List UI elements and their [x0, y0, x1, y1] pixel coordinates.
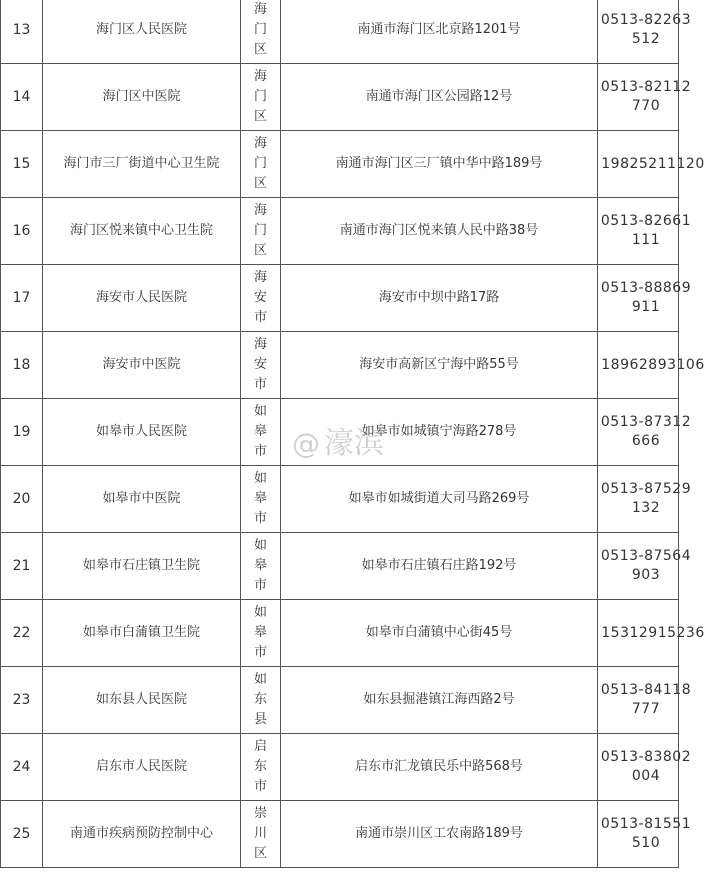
phone-number — [598, 332, 705, 399]
row-number: 14 — [1, 64, 43, 131]
district-name — [241, 265, 281, 332]
phone-number-text: 0513-88869911 — [600, 280, 692, 315]
hospital-address: 海安市高新区宁海中路55号 — [281, 332, 598, 399]
row-number: 25 — [1, 801, 43, 868]
hospital-address: 如皋市如城镇宁海路278号 — [281, 399, 598, 466]
phone-number-text: 15312915236 — [601, 624, 705, 641]
hospital-address: 如皋市白蒲镇中心街45号 — [281, 600, 598, 667]
district-name-text: 海门区 — [253, 203, 267, 258]
hospital-name: 如皋市中医院 — [43, 466, 241, 533]
hospital-address: 如皋市石庄镇石庄路192号 — [281, 533, 598, 600]
hospital-address: 海安市中坝中路17路 — [281, 265, 598, 332]
district-name — [241, 533, 281, 600]
district-name — [241, 64, 281, 131]
district-name-text: 如皋市 — [253, 538, 267, 593]
phone-number — [598, 533, 692, 600]
row-number: 13 — [1, 0, 43, 64]
district-name-text: 启东市 — [253, 739, 267, 794]
phone-number — [598, 801, 692, 868]
hospital-name: 海安市中医院 — [43, 332, 241, 399]
row-number: 21 — [1, 533, 43, 600]
table-row — [1, 198, 679, 265]
table-row — [1, 734, 679, 801]
hospital-name: 启东市人民医院 — [43, 734, 241, 801]
phone-number-text: 0513-83802004 — [600, 749, 692, 784]
district-name-text: 崇川区 — [253, 806, 267, 861]
hospital-address: 南通市海门区公园路12号 — [281, 64, 598, 131]
district-name-text: 如皋市 — [253, 605, 267, 660]
hospital-address: 启东市汇龙镇民乐中路568号 — [281, 734, 598, 801]
phone-number — [598, 734, 692, 801]
district-name-text: 海门区 — [253, 2, 267, 57]
row-number: 15 — [1, 131, 43, 198]
district-name-text: 如东县 — [253, 672, 267, 727]
hospital-name: 海安市人民医院 — [43, 265, 241, 332]
district-name-text: 海安市 — [253, 270, 267, 325]
hospital-name: 海门市三厂街道中心卫生院 — [43, 131, 241, 198]
row-number: 18 — [1, 332, 43, 399]
hospital-name: 海门区中医院 — [43, 64, 241, 131]
table-row — [1, 332, 679, 399]
hospital-name: 海门区人民医院 — [43, 0, 241, 64]
watermark-at: @ — [292, 427, 320, 460]
phone-number — [598, 64, 692, 131]
table-row — [1, 533, 679, 600]
district-name — [241, 332, 281, 399]
table-row — [1, 466, 679, 533]
district-name — [241, 734, 281, 801]
hospital-address: 如东县掘港镇江海西路2号 — [281, 667, 598, 734]
phone-number — [598, 667, 692, 734]
table-row — [1, 667, 679, 734]
district-name-text: 海门区 — [253, 69, 267, 124]
phone-number — [598, 466, 692, 533]
hospital-address: 南通市海门区悦来镇人民中路38号 — [281, 198, 598, 265]
row-number: 20 — [1, 466, 43, 533]
table-row — [1, 801, 679, 868]
table-row — [1, 131, 679, 198]
phone-number — [598, 198, 692, 265]
phone-number — [598, 399, 692, 466]
phone-number-text: 0513-87529132 — [600, 481, 692, 516]
phone-number-text: 0513-84118777 — [600, 682, 692, 717]
district-name — [241, 131, 281, 198]
district-name — [241, 198, 281, 265]
hospital-address: 南通市海门区北京路1201号 — [281, 0, 598, 64]
row-number: 24 — [1, 734, 43, 801]
phone-number — [598, 131, 705, 198]
phone-number-text: 0513-81551510 — [600, 816, 692, 851]
district-name — [241, 667, 281, 734]
district-name — [241, 801, 281, 868]
hospital-name: 海门区悦来镇中心卫生院 — [43, 198, 241, 265]
district-name — [241, 0, 281, 64]
row-number: 16 — [1, 198, 43, 265]
table-row — [1, 0, 679, 64]
phone-number-text: 0513-87312666 — [600, 414, 692, 449]
table-row — [1, 600, 679, 667]
table-row — [1, 64, 679, 131]
district-name — [241, 399, 281, 466]
phone-number — [598, 600, 705, 667]
row-number: 17 — [1, 265, 43, 332]
hospital-name: 如皋市白蒲镇卫生院 — [43, 600, 241, 667]
hospital-name: 如皋市石庄镇卫生院 — [43, 533, 241, 600]
table-row — [1, 265, 679, 332]
hospital-name: 如皋市人民医院 — [43, 399, 241, 466]
phone-number-text: 0513-87564903 — [600, 548, 692, 583]
district-name-text: 海安市 — [253, 337, 267, 392]
phone-number-text: 0513-82661111 — [600, 213, 692, 248]
phone-number-text: 0513-82263512 — [600, 12, 692, 47]
table-row — [1, 399, 679, 466]
phone-number — [598, 0, 692, 64]
watermark-text: 濠滨 — [324, 426, 384, 461]
phone-number-text: 0513-82112770 — [600, 79, 692, 114]
district-name-text: 海门区 — [253, 136, 267, 191]
hospital-address: 南通市海门区三厂镇中华中路189号 — [281, 131, 598, 198]
hospital-address: 如皋市如城街道大司马路269号 — [281, 466, 598, 533]
phone-number-text: 18962893106 — [601, 356, 705, 373]
phone-number — [598, 265, 692, 332]
hospital-name: 如东县人民医院 — [43, 667, 241, 734]
hospital-name: 南通市疾病预防控制中心 — [43, 801, 241, 868]
district-name-text: 如皋市 — [253, 471, 267, 526]
hospital-table-body — [1, 0, 705, 868]
district-name — [241, 600, 281, 667]
district-name-text: 如皋市 — [253, 404, 267, 459]
phone-number-text: 19825211120 — [601, 155, 705, 172]
row-number: 23 — [1, 667, 43, 734]
row-number: 19 — [1, 399, 43, 466]
hospital-address: 南通市崇川区工农南路189号 — [281, 801, 598, 868]
row-number: 22 — [1, 600, 43, 667]
district-name — [241, 466, 281, 533]
